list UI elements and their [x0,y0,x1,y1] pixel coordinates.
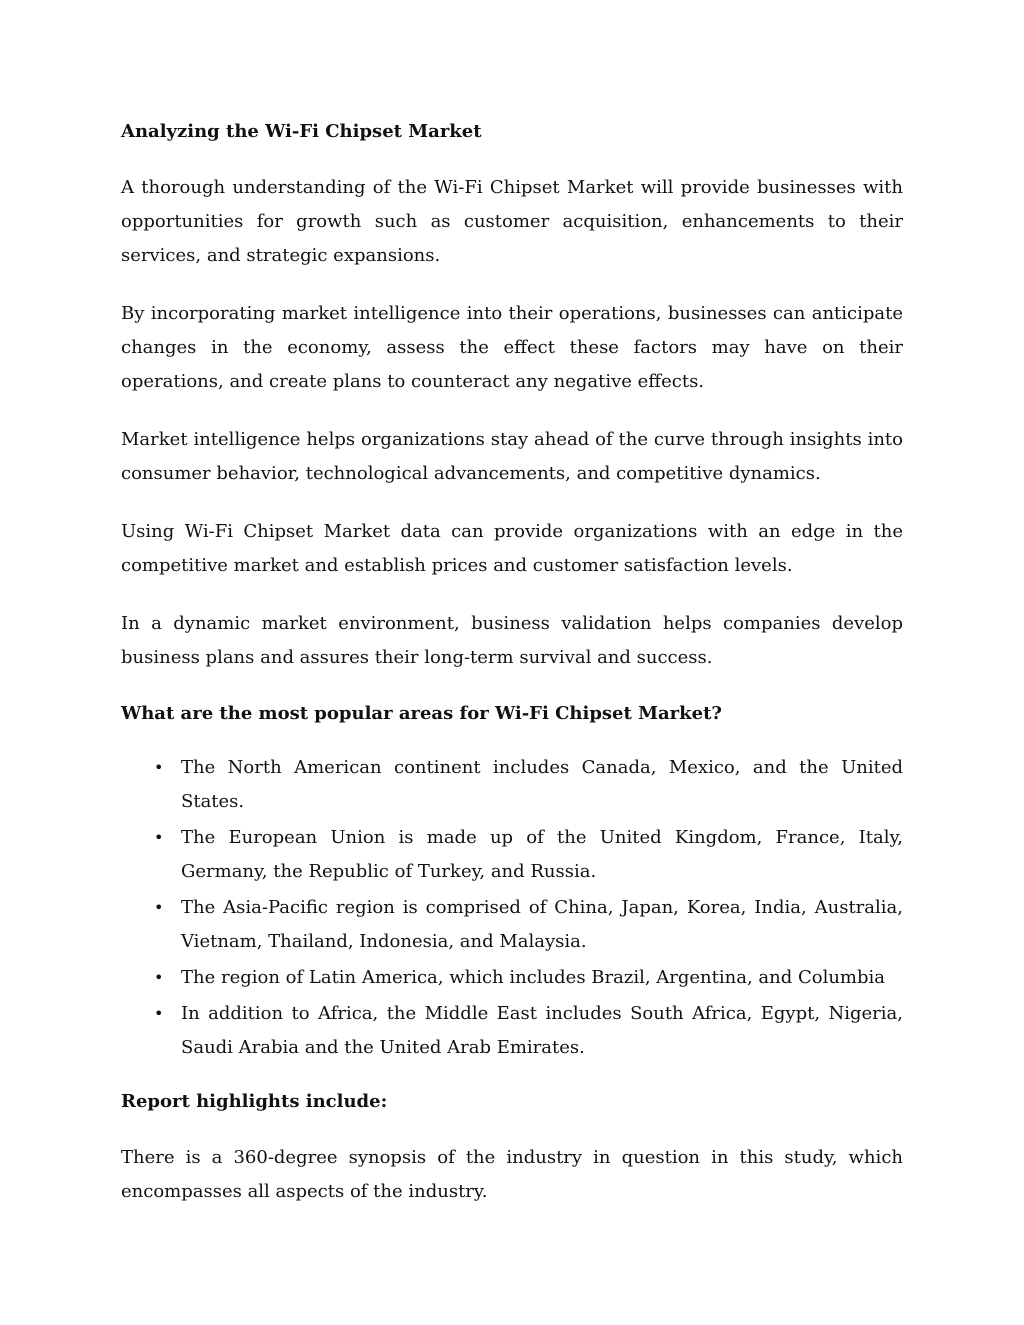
bullet-icon: • [154,758,164,777]
list-item [121,961,903,995]
highlights-heading: Report highlights include: [121,1091,388,1112]
paragraph: Using Wi-Fi Chipset Market data can provide organizations with an edge in the competitive market and establish prices and customer satisfaction levels. [121,521,903,576]
bullet-icon: • [154,968,164,987]
paragraph: A thorough understanding of the Wi-Fi Chipset Market will provide businesses with opportunities for growth such as customer acquisition, enhancements to their services, and strategic expansions. [121,177,903,266]
list-item-text: The Asia-Pacific region is comprised of China, Japan, Korea, India, Australia, Vietnam, Thailand, Indonesia, and Malaysia. [181,897,903,952]
list-item [121,997,903,1065]
list-item-text: The European Union is made up of the United Kingdom, France, Italy, Germany, the Republic of Turkey, and Russia. [181,827,903,882]
list-item [121,751,903,819]
list-item [121,821,903,889]
list-item-text: The region of Latin America, which includes Brazil, Argentina, and Columbia [181,967,886,988]
paragraph: By incorporating market intelligence into their operations, businesses can anticipate changes in the economy, assess the effect these factors may have on their operations, and create plans to counteract any negative effects. [121,303,903,392]
bullet-icon: • [154,828,164,847]
list-item-text: In addition to Africa, the Middle East includes South Africa, Egypt, Nigeria, Saudi Arabia and the United Arab Emirates. [181,1003,903,1058]
paragraph: In a dynamic market environment, business validation helps companies develop business plans and assures their long-term survival and success. [121,613,903,668]
document-page [121,117,903,1209]
closing-paragraph: There is a 360-degree synopsis of the industry in question in this study, which encompasses all aspects of the industry. [121,1147,903,1202]
list-item [121,891,903,959]
bullet-icon: • [154,898,164,917]
paragraph: Market intelligence helps organizations stay ahead of the curve through insights into consumer behavior, technological advancements, and competitive dynamics. [121,429,903,484]
regions-heading: What are the most popular areas for Wi-Fi Chipset Market? [121,703,722,724]
regions-list [121,751,903,1065]
list-item-text: The North American continent includes Canada, Mexico, and the United States. [181,757,903,812]
main-heading: Analyzing the Wi-Fi Chipset Market [121,121,482,142]
bullet-icon: • [154,1004,164,1023]
